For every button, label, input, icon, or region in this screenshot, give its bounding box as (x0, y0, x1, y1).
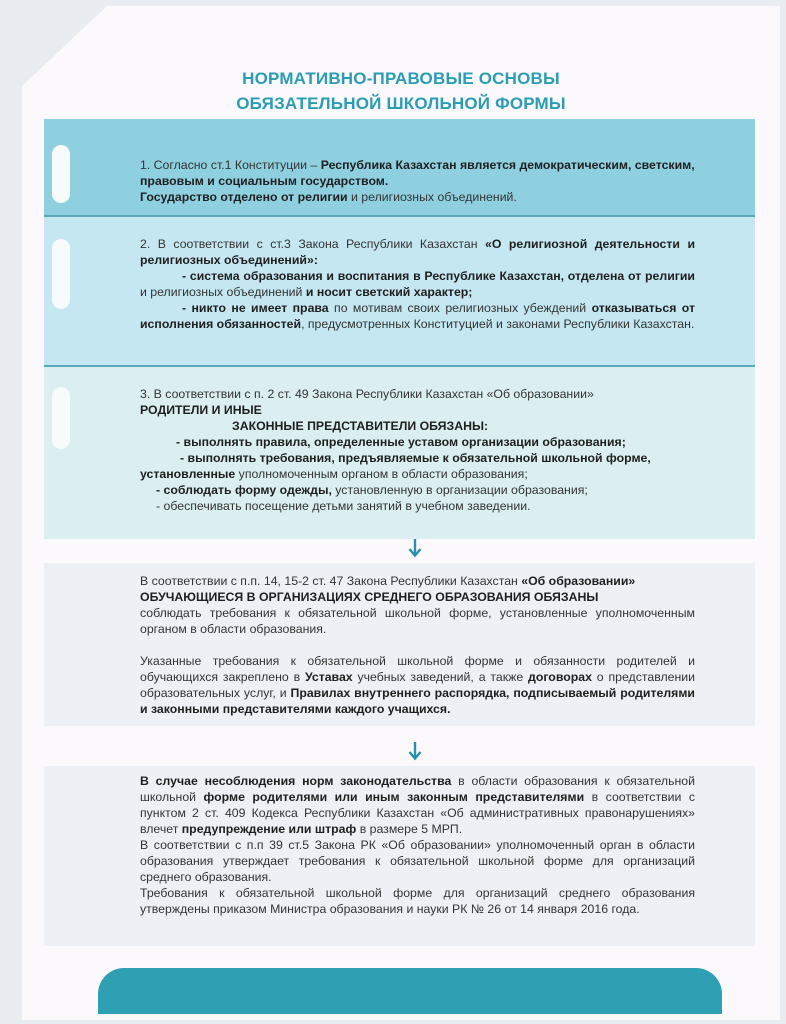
s3-heading-2: ЗАКОННЫЕ ПРЕДСТАВИТЕЛИ ОБЯЗАНЫ: (232, 419, 489, 433)
s4-rules: Правилах внутреннего распорядка, подписываемый родителями и законными представителями каждого учащихся. (140, 686, 695, 716)
s2-law-name: «О религиозной деятельности и религиозных объединений»: (140, 237, 696, 267)
s5-penalty: предупреждение или штраф (181, 822, 357, 836)
section-1-marker (52, 145, 70, 203)
s4-requirement: соблюдать требования к обязательной школьной форме, установленные уполномоченным органом в области образования. (140, 606, 695, 636)
section-2-marker (52, 239, 70, 309)
s3-duty-2-tail: уполномоченным органом в области образования; (235, 467, 528, 481)
s3-intro: 3. В соответствии с п. 2 ст. 49 Закона Республики Казахстан «Об образовании» (140, 387, 594, 401)
s2-point-1-mid: и религиозных объединений (140, 285, 306, 299)
arrow-down-icon (408, 538, 422, 558)
s1-intro: 1. Согласно ст.1 Конституции – (140, 158, 321, 172)
document-page (22, 6, 780, 1020)
s3-duty-1: - выполнять правила, определенные уставом организации образования; (176, 435, 626, 449)
s3-duty-2-bold: - выполнять требования, предъявляемые к обязательной школьной форме, установленные (140, 451, 651, 481)
s2-intro: 2. В соответствии с ст.3 Закона Республики Казахстан (140, 237, 486, 251)
s3-duty-3-tail: установленную в организации образования; (331, 483, 588, 497)
s5-noncompliance: В случае несоблюдения норм законодательства (140, 774, 452, 788)
s1-bold-statement: Республика Казахстан является демократическим, светским, правовым и социальным государством. (140, 158, 695, 188)
s5-code: в соответствии с пунктом 2 ст. 409 Кодекса Республики Казахстан «Об административных правонарушениях» влечет (140, 790, 695, 836)
section-5-text (140, 773, 695, 917)
s4-contracts: договорах (528, 670, 592, 684)
s4-para-2-mid: учебных заведений, а также (352, 670, 529, 684)
s3-duty-3-bold: - соблюдать форму одежды, (156, 483, 332, 497)
s3-heading-1: РОДИТЕЛИ И ИНЫЕ (140, 403, 262, 417)
s5-amount: в размере 5 МРП. (356, 822, 463, 836)
s2-point-2-bold-2: отказываться от исполнения обязанностей (140, 301, 695, 331)
s4-heading: ОБУЧАЮЩИЕСЯ В ОРГАНИЗАЦИЯХ СРЕДНЕГО ОБРАЗОВАНИЯ ОБЯЗАНЫ (140, 590, 599, 604)
s2-point-2-bold: - никто не имеет права (182, 301, 329, 315)
s1-bold-separation: Государство отделено от религии (140, 190, 348, 204)
s2-point-1-end: и носит светский характер; (305, 285, 473, 299)
section-2-text (140, 236, 695, 332)
s5-mid: в области образования к обязательной школьной (140, 774, 695, 804)
s4-charters: Уставах (304, 670, 353, 684)
s1-tail: и религиозных объединений. (347, 190, 517, 204)
s2-point-1-bold: - система образования и воспитания в Республике Казахстан, отделена от религии (182, 269, 695, 283)
section-3-text (140, 386, 695, 514)
section-3-marker (52, 387, 70, 449)
title-line-1: НОРМАТИВНО-ПРАВОВЫЕ ОСНОВЫ (242, 69, 560, 88)
document-title (22, 66, 780, 116)
title-line-2: ОБЯЗАТЕЛЬНОЙ ШКОЛЬНОЙ ФОРМЫ (236, 94, 566, 113)
s4-intro: В соответствии с п.п. 14, 15-2 ст. 47 Закона Республики Казахстан (140, 574, 522, 588)
footer-bar (98, 968, 722, 1014)
s2-point-2-end: , предусмотренных Конституцией и законами Республики Казахстан. (301, 317, 695, 331)
section-1-text (140, 157, 695, 205)
s5-parents: форме родителями или иным законным представителями (203, 790, 585, 804)
s4-para-2-start: Указанные требования к обязательной школьной форме и обязанности родителей и обучающихся закреплено в (140, 654, 695, 684)
section-4-text (140, 573, 695, 717)
arrow-down-icon (408, 741, 422, 761)
s4-law-name: «Об образовании» (521, 574, 636, 588)
s5-order: Требования к обязательной школьной форме для организаций среднего образования утверждены приказом Министра образования и науки РК № 26 от 14 января 2016 года. (140, 886, 695, 916)
s3-duty-4: - обеспечивать посещение детьми занятий в учебном заведении. (156, 499, 531, 513)
s2-point-2-mid: по мотивам своих религиозных убеждений (328, 301, 592, 315)
s4-para-2-mid-2: о представлении образовательных услуг, и (140, 670, 695, 700)
s5-authority: В соответствии с п.п 39 ст.5 Закона РК «Об образовании» уполномоченный орган в области образования утверждает требования к обязательной школьной форме для организаций среднего образования. (140, 838, 695, 884)
